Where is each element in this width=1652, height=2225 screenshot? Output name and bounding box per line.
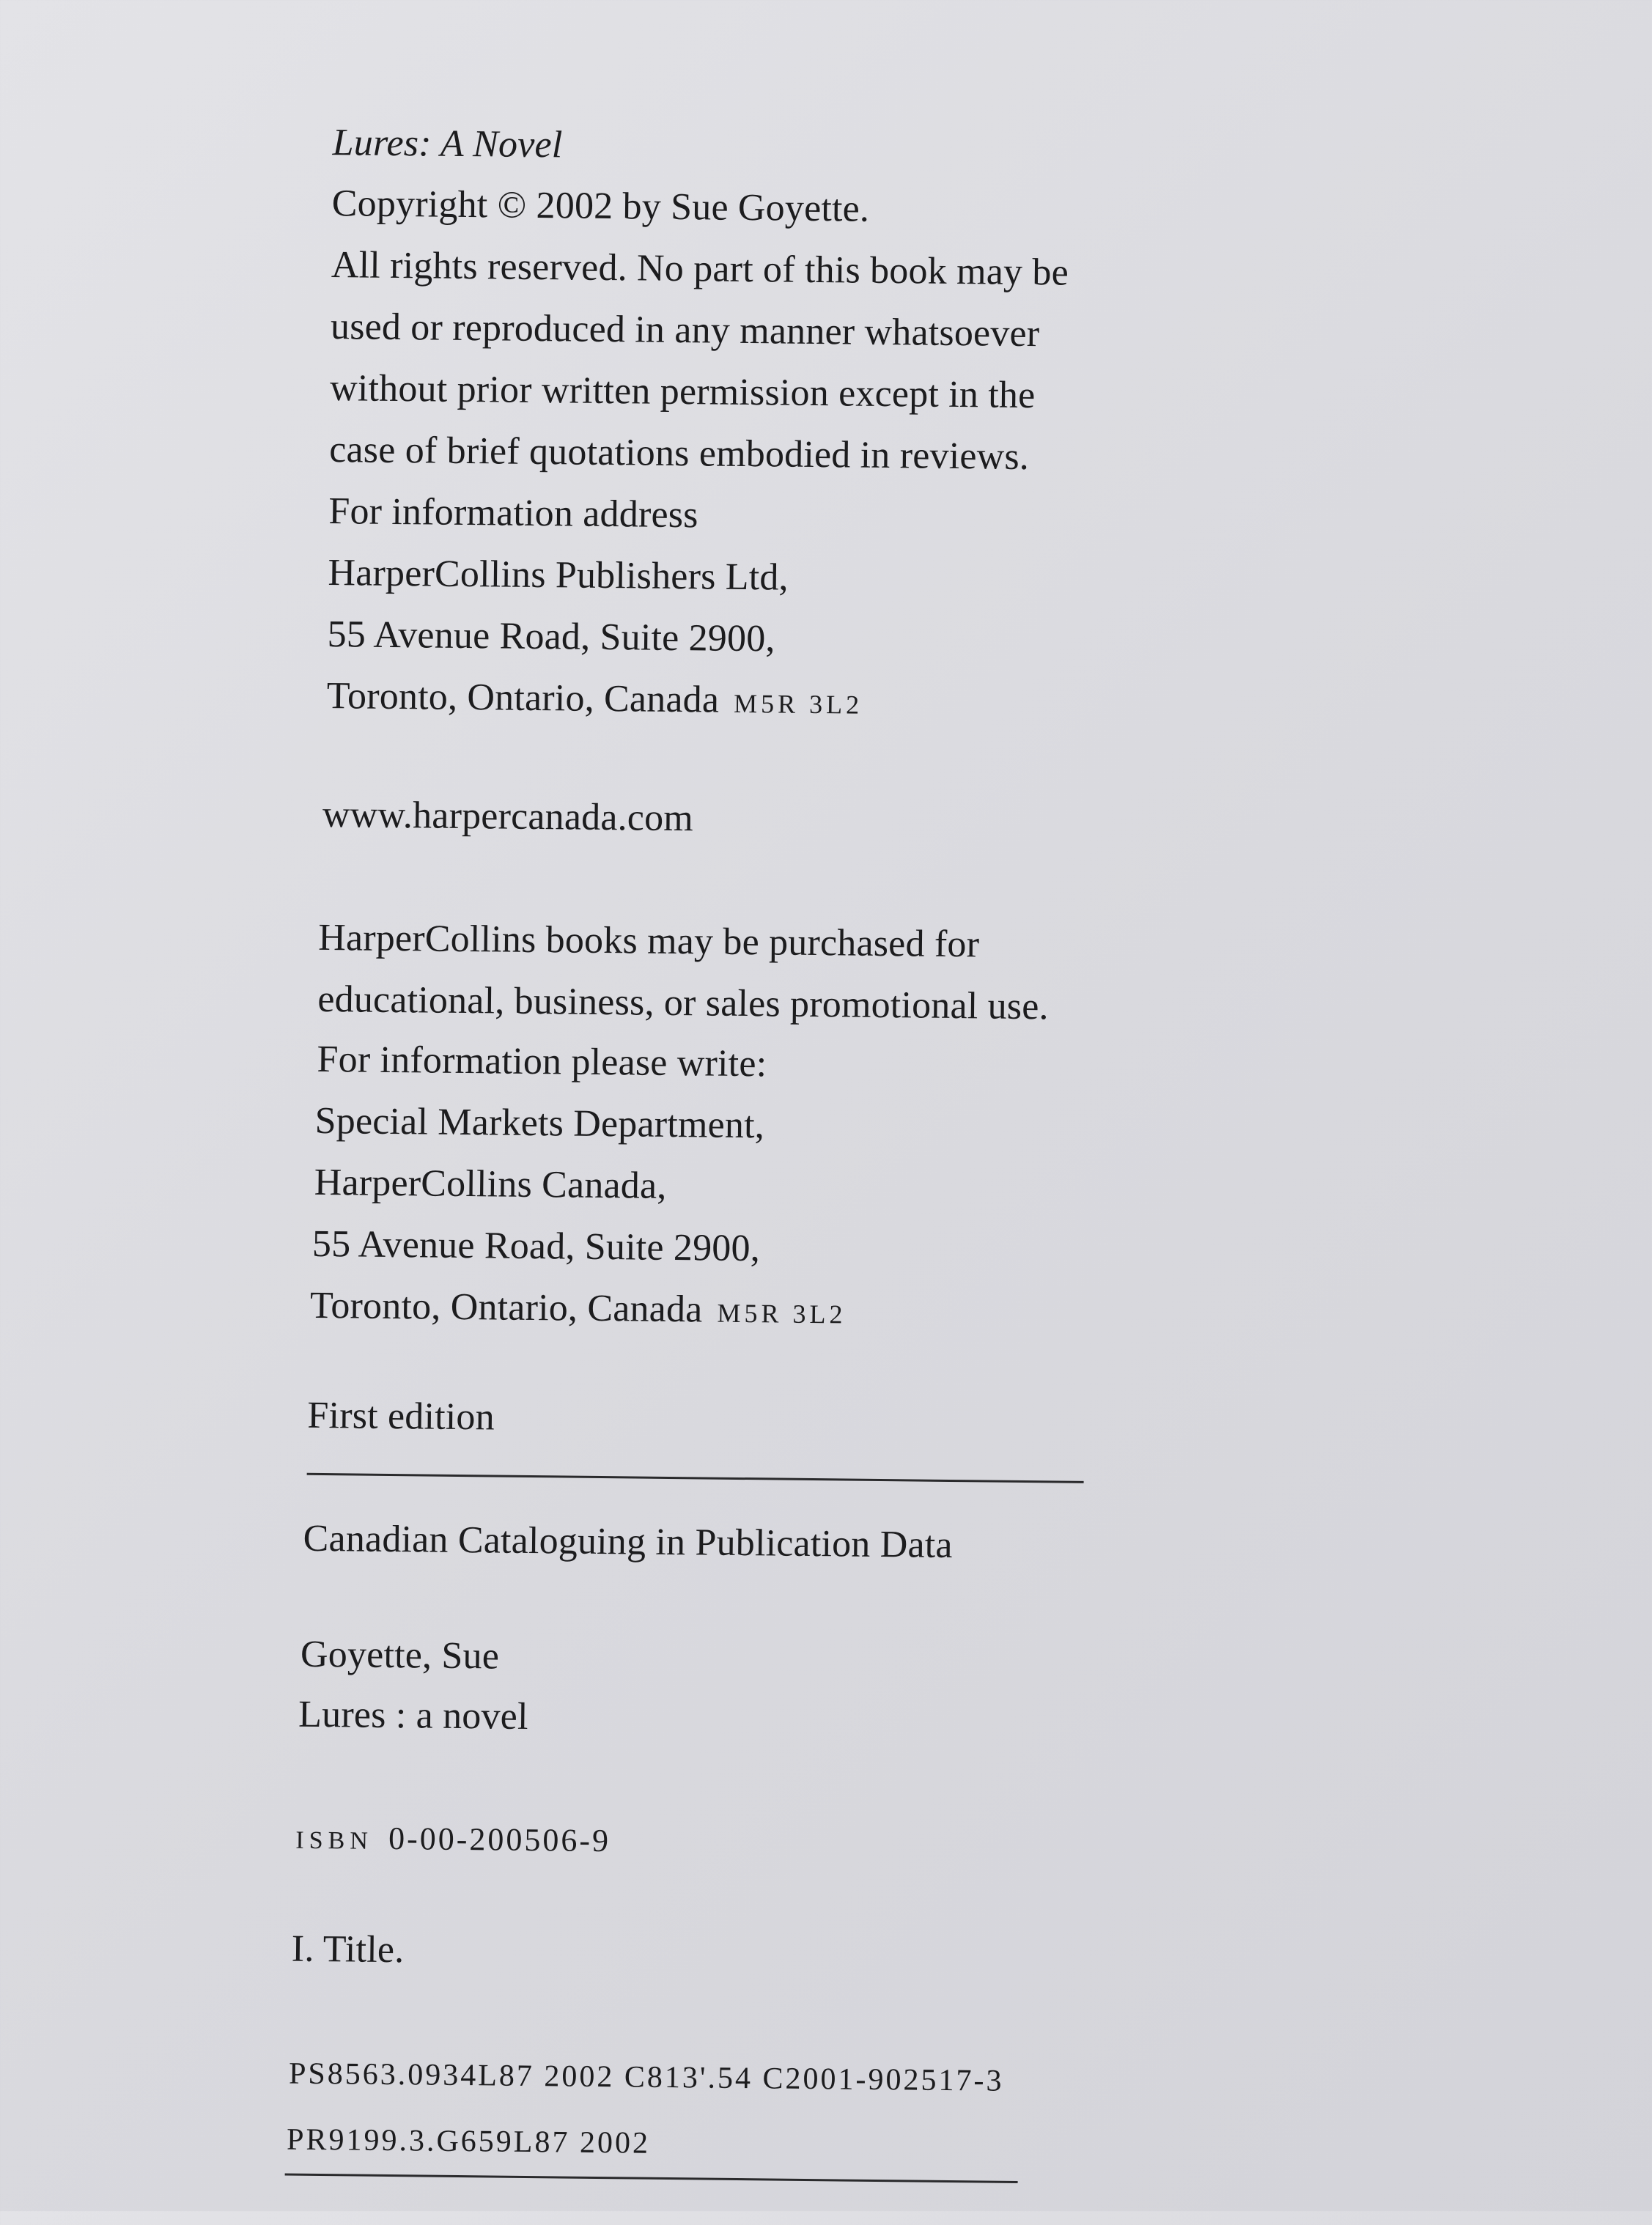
rights-line-2: used or reproduced in any manner whatsoever — [330, 306, 1040, 355]
rights-line-4: case of brief quotations embodied in reviews. — [328, 429, 1030, 479]
special-markets-city — [310, 1284, 847, 1337]
special-markets-line-3: For information please write: — [317, 1038, 767, 1085]
special-markets-line-2: educational, business, or sales promotional use. — [317, 978, 1050, 1028]
special-markets-line-1: HarperCollins books may be purchased for — [318, 916, 980, 966]
special-markets-postal-code: M5R 3L2 — [717, 1298, 847, 1329]
rights-line-1: All rights reserved. No part of this book may be — [331, 244, 1069, 294]
special-markets-city-text: Toronto, Ontario, Canada — [309, 1284, 703, 1331]
website-link[interactable]: www.harpercanada.com — [322, 793, 694, 840]
copyright-line: Copyright © 2002 by Sue Goyette. — [331, 182, 870, 230]
cip-bottom-rule — [285, 2174, 1018, 2183]
special-markets-company: HarperCollins Canada, — [314, 1161, 667, 1207]
cip-title: Lures : a novel — [298, 1693, 528, 1738]
cip-isbn — [295, 1815, 611, 1866]
publisher-street: 55 Avenue Road, Suite 2900, — [327, 613, 775, 660]
info-address-line: For information address — [328, 490, 698, 536]
publisher-city — [326, 674, 863, 727]
rights-line-3: without prior written permission except in the — [329, 367, 1036, 417]
isbn-label: ISBN — [295, 1826, 374, 1855]
edition-label: First edition — [307, 1394, 495, 1439]
cip-author: Goyette, Sue — [300, 1633, 500, 1678]
publisher-name: HarperCollins Publishers Ltd, — [328, 552, 789, 599]
special-markets-street: 55 Avenue Road, Suite 2900, — [311, 1222, 761, 1270]
cip-subject: I. Title. — [291, 1927, 405, 1971]
cip-classification-1: PS8563.0934L87 2002 C813'.54 C2001-902517-3 — [288, 2056, 1004, 2098]
publisher-postal-code: M5R 3L2 — [733, 688, 863, 720]
isbn-number: 0-00-200506-9 — [388, 1820, 611, 1859]
cip-heading: Canadian Cataloguing in Publication Data — [303, 1517, 954, 1567]
publisher-city-text: Toronto, Ontario, Canada — [326, 675, 720, 721]
book-title: Lures: A Novel — [332, 122, 563, 166]
special-markets-dept: Special Markets Department, — [314, 1099, 765, 1147]
cip-classification-2: PR9199.3.G659L87 2002 — [286, 2122, 651, 2161]
cip-top-rule — [307, 1473, 1084, 1483]
